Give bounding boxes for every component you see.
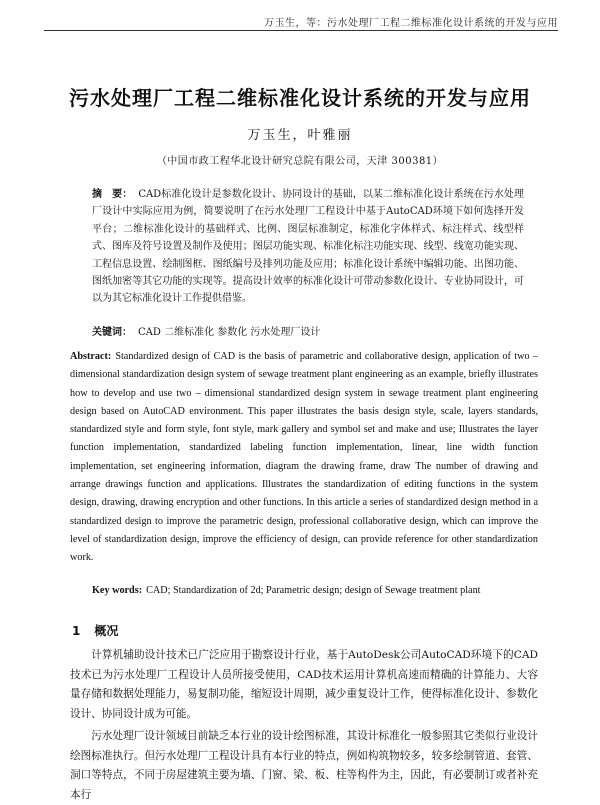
paper-title: 污水处理厂工程二维标准化设计系统的开发与应用 bbox=[69, 86, 531, 110]
paper-authors: 万玉生，叶雅丽 bbox=[247, 128, 353, 143]
paper-affiliation: （中国市政工程华北设计研究总院有限公司，天津 300381） bbox=[156, 156, 444, 167]
body-paragraph: 计算机辅助设计技术已广泛应用于勘察设计行业，基于AutoDesk公司AutoCAD环境下的CAD技术已为污水处理厂工程设计人员所接受使用，CAD技术运用计算机高速而精确的计算能力、大容量存储和数据处理能力，易复制功能，缩短设计周期，减少重复设计工作，使得标准化设计、参数化设计、协同设计成为可能。 bbox=[70, 649, 538, 720]
chinese-keywords-label: 关键词： bbox=[92, 327, 132, 338]
body-paragraph: 污水处理厂设计领域目前缺乏本行业的设计绘图标准，其设计标准化一般参照其它类似行业设计绘图标准执行。但污水处理厂工程设计具有本行业的特点，例如构筑物较多，较多绘制管道、套管、洞口等特点，不同于房屋建筑主要为墙、门窗、梁、板、柱等构件为主，因此，有必要制订或者补充本行 bbox=[70, 730, 538, 801]
chinese-abstract-label: 摘 要： bbox=[92, 189, 133, 200]
chinese-keywords-text: CAD 二维标准化 参数化 污水处理厂设计 bbox=[138, 327, 321, 338]
running-head: 万玉生，等：污水处理厂工程二维标准化设计系统的开发与应用 bbox=[264, 18, 558, 29]
english-keywords-text: CAD; Standardization of 2d; Parametric design; design of Sewage treatment plant bbox=[146, 585, 481, 596]
chinese-abstract bbox=[92, 186, 524, 308]
english-keywords-label: Key words: bbox=[92, 585, 143, 596]
section-number: 1 bbox=[72, 624, 81, 638]
chinese-keywords bbox=[92, 323, 524, 338]
english-keywords bbox=[92, 585, 538, 596]
header-rule bbox=[44, 30, 558, 31]
section-title: 概况 bbox=[94, 624, 119, 638]
section-heading bbox=[72, 622, 118, 639]
chinese-abstract-text: CAD标准化设计是参数化设计、协同设计的基础，以某二维标准化设计系统在污水处理厂设计中实际应用为例，简要说明了在污水处理厂工程设计中基于AutoCAD环境下如何选择开发平台；二维标准化设计的基础样式、比例、图层标准制定，标准化字体样式、标注样式、线型样式、图库及符号设置及制作及使用；图层功能实现、标准化标注功能实现、线型、线宽功能实现、工程信息设置、绘制图框、图纸编号及排列功能及应用；标准化设计系统中编辑功能、出图功能、图纸加密等其它功能的实现等。提高设计效率的标准化设计可带动参数化设计、专业协同设计，可以为其它标准化设计工作提供借鉴。 bbox=[92, 189, 525, 305]
english-abstract bbox=[70, 348, 538, 568]
english-abstract-label: Abstract: bbox=[70, 351, 112, 362]
english-abstract-text: Standardized design of CAD is the basis of parametric and collaborative design, application of two – dimensional standardization design system of sewage treatment plant engineering as an example, briefly illustrates how to develop and use two – dimensional standardized design system in sewage treatment plant engineering design based on AutoCAD environment. This paper illustrates the basis design style, scale, layers standards, standardized style and form style, font style, mark gallery and symbol set and make and use; Illustrates the layer function implementation, standardized labeling function implementation, linear, line width function implementation, set engineering information, diagram the drawing frame, draw The number of drawing and arrange drawings function and applications. Illustrates the standardization of editing functions in the system design, drawing, drawing encryption and other functions. In this article a series of standardized design method in a standardized design to improve the parametric design, professional collaborative design, which can improve the level of standardization design, improve the efficiency of design, can provide reference for other standardization work. bbox=[70, 351, 538, 564]
